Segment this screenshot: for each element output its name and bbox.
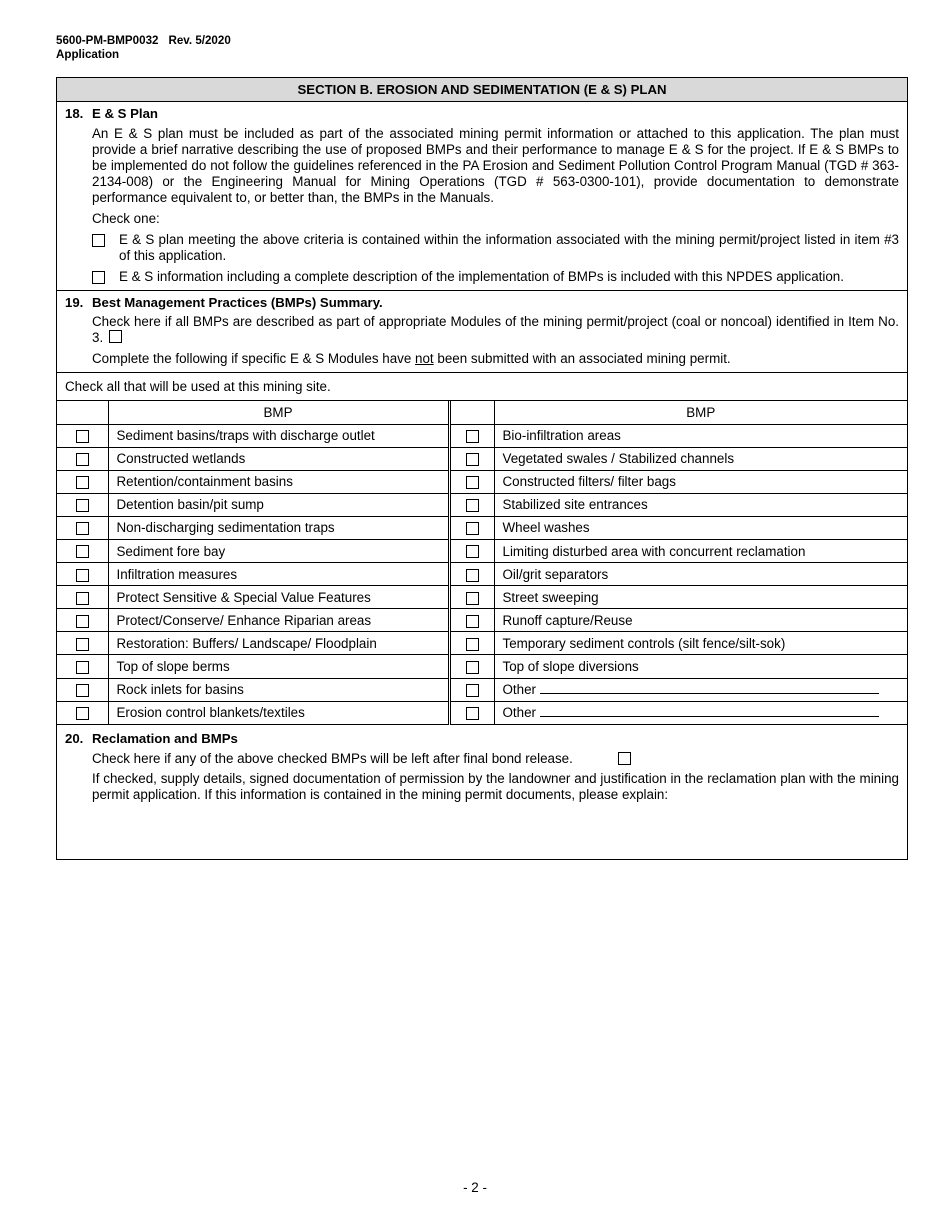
item-18-number: 18.	[65, 106, 84, 121]
item-19-title-text: Best Management Practices (BMPs) Summary.	[92, 295, 383, 310]
bmp-modules-check-label: Check here if all BMPs are described as part of appropriate Modules of the mining permit/project (coal or noncoal) identified in Item No. 3.	[92, 314, 899, 345]
bmp-right-label: Limiting disturbed area with concurrent reclamation	[502, 543, 806, 559]
bmp-left-label: Sediment fore bay	[108, 539, 449, 562]
bmp-table-row	[57, 493, 907, 516]
item-18-paragraph: An E & S plan must be included as part of the associated mining permit information or attached to this application. The plan must provide a brief narrative describing the use of proposed BMPs and their performance to manage E & S for the project. If E & S BMPs to be implemented do not follow the guidelines referenced in the PA Erosion and Sediment Pollution Control Program Manual (TGD # 363-2134-008) or the Engineering Manual for Mining Operations (TGD # 563-0300-101), provide documentation to demonstrate performance equivalent to, or better than, the BMPs in the Manuals.	[92, 126, 899, 205]
bmp-right-checkbox[interactable]	[466, 569, 479, 582]
bmp-left-label: Sediment basins/traps with discharge outlet	[108, 424, 449, 447]
bmp-left-checkbox[interactable]	[76, 476, 89, 489]
bmp-right-checkbox[interactable]	[466, 476, 479, 489]
item-19-title	[65, 295, 899, 311]
complete-note-not: not	[415, 351, 434, 366]
reclamation-details: If checked, supply details, signed documentation of permission by the landowner and justification in the reclamation plan with the mining permit application. If this information is contained in the mining permit documents, please explain:	[92, 770, 899, 802]
bmp-left-label: Non-discharging sedimentation traps	[108, 516, 449, 539]
form-revision: Rev. 5/2020	[168, 34, 231, 47]
bmp-right-cell	[494, 563, 907, 586]
bmp-left-cb-cell	[57, 516, 108, 539]
es-option-1-label: E & S plan meeting the above criteria is contained within the information associated with the mining permit/project listed in item #3 of this application.	[119, 232, 899, 263]
bmp-table-row	[57, 701, 907, 724]
form-header	[56, 34, 231, 62]
bmp-right-checkbox[interactable]	[466, 707, 479, 720]
bmp-left-label: Protect Sensitive & Special Value Features	[108, 586, 449, 609]
bmp-right-cell	[494, 586, 907, 609]
bmp-left-cb-cell	[57, 563, 108, 586]
bmp-left-cb-cell	[57, 678, 108, 701]
item-20-number: 20.	[65, 730, 84, 746]
bmp-right-cb-cell	[449, 563, 494, 586]
bmp-left-label: Detention basin/pit sump	[108, 493, 449, 516]
bmp-right-cell	[494, 493, 907, 516]
bmp-modules-check	[92, 314, 899, 346]
item-19-bmp-summary	[57, 291, 907, 373]
reclamation-explanation-area[interactable]	[92, 803, 899, 851]
bmp-left-checkbox[interactable]	[76, 615, 89, 628]
bmp-left-checkbox[interactable]	[76, 522, 89, 535]
bmp-table-row	[57, 470, 907, 493]
bmp-right-label: Other	[502, 705, 536, 721]
item-18-title-text: E & S Plan	[92, 106, 158, 121]
bmp-right-cb-cell	[449, 609, 494, 632]
bmp-left-cb-cell	[57, 701, 108, 724]
bmp-left-cb-cell	[57, 424, 108, 447]
bmp-header-left: BMP	[108, 401, 449, 424]
bmp-table-row	[57, 586, 907, 609]
item-20-title	[65, 731, 899, 747]
bmp-right-checkbox[interactable]	[466, 661, 479, 674]
es-option-1-checkbox[interactable]	[92, 234, 105, 247]
bmp-right-label: Oil/grit separators	[502, 566, 609, 582]
bmp-table-row	[57, 655, 907, 678]
bmp-right-checkbox[interactable]	[466, 430, 479, 443]
bmp-right-cell	[494, 447, 907, 470]
bmp-left-checkbox[interactable]	[76, 430, 89, 443]
bmp-right-checkbox[interactable]	[466, 592, 479, 605]
bmp-right-cell	[494, 609, 907, 632]
bmp-table-row	[57, 609, 907, 632]
bmp-right-checkbox[interactable]	[466, 638, 479, 651]
bmp-right-checkbox[interactable]	[466, 615, 479, 628]
bmp-left-cb-cell	[57, 447, 108, 470]
bmp-table-header	[57, 401, 907, 424]
bmp-right-label: Vegetated swales / Stabilized channels	[502, 451, 735, 467]
bmp-table	[57, 401, 907, 725]
item-18-es-plan	[57, 102, 907, 291]
bmp-left-checkbox[interactable]	[76, 569, 89, 582]
bmp-left-checkbox[interactable]	[76, 661, 89, 674]
bmp-right-cb-cell	[449, 516, 494, 539]
es-option-1	[92, 232, 899, 264]
bmp-right-checkbox[interactable]	[466, 684, 479, 697]
bmp-table-row	[57, 516, 907, 539]
bmp-left-label: Restoration: Buffers/ Landscape/ Floodplain	[108, 632, 449, 655]
bmp-left-cb-cell	[57, 655, 108, 678]
bmp-left-checkbox[interactable]	[76, 499, 89, 512]
bmp-right-cell	[494, 539, 907, 562]
bmp-modules-checkbox[interactable]	[109, 330, 122, 343]
bmp-right-checkbox[interactable]	[466, 453, 479, 466]
section-b-frame	[56, 77, 908, 860]
bmp-right-cb-cell	[449, 678, 494, 701]
bmp-right-label: Wheel washes	[502, 520, 590, 536]
bmp-left-checkbox[interactable]	[76, 545, 89, 558]
reclamation-check-label: Check here if any of the above checked BMPs will be left after final bond release.	[92, 750, 573, 766]
other-bmp-input[interactable]	[540, 705, 879, 717]
bmp-right-label: Temporary sediment controls (silt fence/silt-sok)	[502, 635, 786, 651]
item-20-reclamation	[57, 725, 907, 859]
bmp-table-row	[57, 678, 907, 701]
es-option-2	[92, 269, 899, 285]
bmp-left-cb-cell	[57, 493, 108, 516]
bmp-header-right: BMP	[494, 401, 907, 424]
es-option-2-checkbox[interactable]	[92, 271, 105, 284]
bmp-left-checkbox[interactable]	[76, 638, 89, 651]
bmp-right-cell	[494, 516, 907, 539]
bmp-right-checkbox[interactable]	[466, 545, 479, 558]
bmp-right-cell	[494, 701, 907, 724]
check-one-label: Check one:	[92, 211, 160, 226]
bmp-left-label: Constructed wetlands	[108, 447, 449, 470]
bmp-right-label: Constructed filters/ filter bags	[502, 474, 676, 490]
complete-note-post: been submitted with an associated mining permit.	[433, 351, 731, 366]
complete-following-note	[92, 351, 899, 367]
other-bmp-input[interactable]	[540, 682, 879, 694]
bmp-table-row	[57, 539, 907, 562]
bmp-right-label: Other	[502, 682, 536, 698]
bmp-right-cell	[494, 470, 907, 493]
form-type: Application	[56, 48, 120, 61]
bmp-header-cb-right	[449, 401, 494, 424]
bmp-right-cell	[494, 632, 907, 655]
bmp-left-cb-cell	[57, 609, 108, 632]
bmp-table-row	[57, 632, 907, 655]
bmp-left-cb-cell	[57, 586, 108, 609]
item-18-title	[65, 106, 899, 122]
reclamation-check-row	[92, 751, 899, 767]
bmp-right-cb-cell	[449, 493, 494, 516]
bmp-left-cb-cell	[57, 470, 108, 493]
bmp-right-cb-cell	[449, 447, 494, 470]
bmp-left-cb-cell	[57, 539, 108, 562]
bmp-left-label: Rock inlets for basins	[108, 678, 449, 701]
bmp-right-label: Street sweeping	[502, 589, 599, 605]
bmp-right-cell	[494, 424, 907, 447]
bmp-right-checkbox[interactable]	[466, 522, 479, 535]
bmp-left-checkbox[interactable]	[76, 592, 89, 605]
bmp-table-row	[57, 447, 907, 470]
check-all-label: Check all that will be used at this mining site.	[57, 373, 907, 401]
bmp-left-label: Protect/Conserve/ Enhance Riparian areas	[108, 609, 449, 632]
bmp-left-checkbox[interactable]	[76, 684, 89, 697]
bmp-right-cb-cell	[449, 424, 494, 447]
bmp-right-cb-cell	[449, 701, 494, 724]
bmp-left-checkbox[interactable]	[76, 707, 89, 720]
page-number: - 2 -	[463, 1180, 487, 1195]
bmp-right-label: Top of slope diversions	[502, 658, 639, 674]
bmp-left-cb-cell	[57, 632, 108, 655]
complete-note-pre: Complete the following if specific E & S Modules have	[92, 351, 416, 366]
bmp-right-cb-cell	[449, 632, 494, 655]
es-option-2-label: E & S information including a complete description of the implementation of BMPs is included with this NPDES application.	[119, 269, 844, 284]
bmp-right-label: Runoff capture/Reuse	[502, 612, 633, 628]
item-19-number: 19.	[65, 295, 84, 310]
bmp-left-label: Erosion control blankets/textiles	[108, 701, 449, 724]
bmp-right-label: Bio-infiltration areas	[502, 428, 621, 444]
form-id: 5600-PM-BMP0032	[56, 34, 159, 47]
bmp-table-row	[57, 424, 907, 447]
bmp-left-label: Top of slope berms	[108, 655, 449, 678]
bmp-right-cb-cell	[449, 655, 494, 678]
bmp-left-label: Infiltration measures	[108, 563, 449, 586]
bmp-right-cell	[494, 655, 907, 678]
bmp-right-label: Stabilized site entrances	[502, 497, 648, 513]
section-title: SECTION B. EROSION AND SEDIMENTATION (E & S) PLAN	[57, 78, 907, 102]
bmp-right-checkbox[interactable]	[466, 499, 479, 512]
bmp-header-cb-left	[57, 401, 108, 424]
bmp-table-row	[57, 563, 907, 586]
bmp-left-label: Retention/containment basins	[108, 470, 449, 493]
bmp-right-cb-cell	[449, 470, 494, 493]
item-20-title-text: Reclamation and BMPs	[92, 730, 238, 746]
bmp-right-cb-cell	[449, 539, 494, 562]
bmp-right-cb-cell	[449, 586, 494, 609]
bmp-right-cell	[494, 678, 907, 701]
bmp-left-checkbox[interactable]	[76, 453, 89, 466]
reclamation-checkbox[interactable]	[618, 752, 631, 765]
